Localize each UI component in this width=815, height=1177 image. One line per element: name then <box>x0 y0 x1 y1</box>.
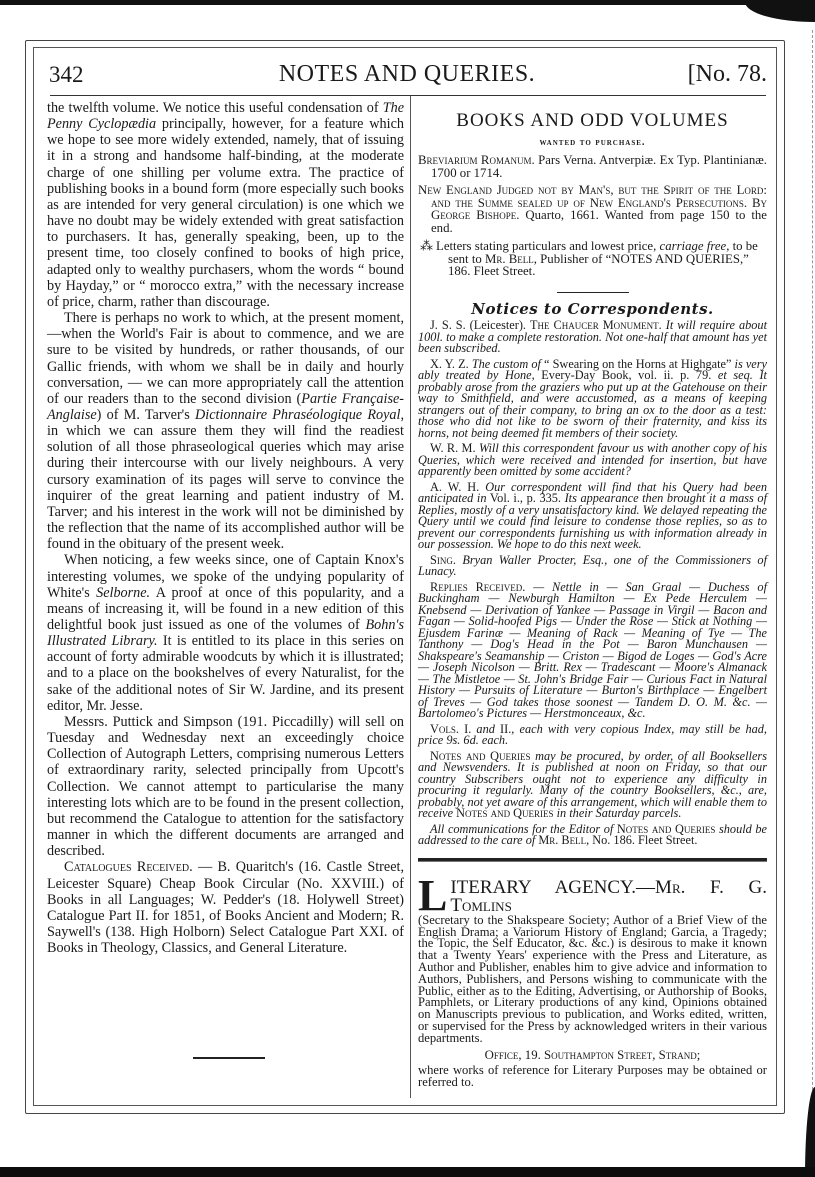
book-title: Partie Française-Anglaise <box>47 390 404 423</box>
journal-title: NOTES AND QUERIES. <box>278 61 536 87</box>
section-lead: Catalogues Received. <box>64 859 193 876</box>
agency-body: (Secretary to the Shakspeare Society; Author of a Brief View of the English Drama; a Variorum History of England; Garcia, a Tragedy; the Topic, the Self Educator, &c. &c.) is desirous to make it known that a Twenty Years' experience with the Press and Literature, as Author and Publisher, enables him to give advice and information to Authors, Publishers, and Persons wishing to communicate with the Public, either as to the Editing, Advertising, or Authorship of Books, Pamphlets, or Literary productions of any kind, Opinions obtained on Manuscripts previous to publication, and Works edited, written, or supervised for the Press by acknowledged writers in their various departments. <box>418 912 767 1045</box>
paragraph-penny-cyclopaedia: the twelfth volume. We notice this useful condensation of The Penny Cyclopædia principally, however, for a feature which we hope to see more widely extended, namely, that of issuing it in a strong and handsome half-binding, at the moderate charge of one shilling per volume extra. The practice of publishing books in a bound form (more especially such books as are intended for very general circulation) is one which we have no doubt may be widely extended with great satisfaction to purchasers. It has, generally speaking, been, up to the present time, too closely confined to books of high price, adapted only to wealthy purchasers, whom the words “ bound by Hayday,” or “ morocco extra,” with the necessary increase of price, charm, rather than discourage. <box>47 100 404 310</box>
book-title: Selborne. <box>96 584 151 601</box>
page-number: 342 <box>49 62 84 87</box>
drop-cap: L <box>418 870 448 920</box>
notice-entry: Sing. Bryan Waller Procter, Esq., one of the Commissioners of Lunacy. <box>418 552 767 579</box>
header-rule <box>50 95 766 96</box>
books-wanted-subtitle: wanted to purchase. <box>539 137 646 148</box>
wanted-item: New England Judged not by Man's, but the Spirit of the Lord: and the Summe sealed up of New England's Persecutions. By George Bishope. Quarto, 1661. Wanted from page 150 to the end. <box>418 183 767 235</box>
issue-number: [No. 78. <box>687 61 767 87</box>
asterism-icon: ⁂ <box>420 239 433 254</box>
literary-agency-advert <box>418 870 767 1090</box>
book-title: Dictionnaire Phraséologique Royal <box>195 406 401 423</box>
section-thick-rule <box>418 858 767 862</box>
agency-heading: LITERARY AGENCY.—Mr. F. G. Tomlins <box>418 870 767 920</box>
notice-entry: A. W. H. Our correspondent will find that his Query had been anticipated in Vol. i., p. 335. Its appearance then brought it a mass of Replies, mostly of a very unsatisfactory kind. We delayed repeating the Query until we could find leisure to condense those replies, so as to prevent our correspondents furnishing us with information already in our possession. We hope to do this next week. <box>418 479 768 552</box>
books-wanted-title: BOOKS AND ODD VOLUMES <box>456 110 729 131</box>
paragraph-catalogues-received: Catalogues Received. — B. Quaritch's (16. Castle Street, Leicester Square) Cheap Book Circular (No. XXVIII.) of Books in all Languages; W. Pedder's (18. Holywell Street) Catalogue Part II. for 1851, of Books Ancient and Modern; R. Saywell's (138. High Holborn) Select Catalogue Part XXI. of Books in Theology, Classics, and General Literature. <box>47 859 404 957</box>
notice-entry: W. R. M. Will this correspondent favour us with another copy of his Queries, which were received and intended for insertion, but have apparently been omitted by some accident? <box>418 441 767 479</box>
notice-replies-received: Replies Received. — Nettle in — San Graal — Duchess of Buckingham — Newburgh Hamilton — Ex Pede Herculem — Knebsend — Derivation of Yankee — Passage in Virgil — Bacon and Fagan — Solid-hoofed Pigs — Under the Rose — Stick at Nothing — Ejusdem Farinæ — Meaning of Rack — Meaning of Tye — The Tanthony — Dog's Head in the Pot — Baron Munchausen — Shakspeare's Seamanship — Criston — Bigod de Loges — God's Acre — Joseph Nicolson — Britt. Rex — Tradescant — Moore's Almanack — The Mistletoe — St. John's Bridge Fair — Curious Fact in Natural History — Pursuits of Literature — Burton's Birthplace — Engelbert of Treves — God takes those soonest — Tandem D. O. M. &c. — Bartolomeo's Pictures — Herstmonceaux, &c. <box>418 579 767 721</box>
column-divider <box>410 96 411 1098</box>
notice-entry: J. S. S. (Leicester). The Chaucer Monument. It will require about 100l. to make a complete restoration. Not one-half that amount has yet been subscribed. <box>418 318 767 356</box>
scan-page-curl-bottom <box>805 1087 815 1177</box>
notice-volumes: Vols. I. and II., each with very copious Index, may still be had, price 9s. 6d. each. <box>418 721 767 748</box>
right-column <box>418 100 767 1089</box>
wanted-item: Breviarium Romanum. Pars Verna. Antverpiæ. Ex Typ. Plantinianæ. 1700 or 1714. <box>418 153 767 180</box>
end-rule <box>193 1057 265 1059</box>
paragraph-tarver-dictionary: There is perhaps no work to which, at the present moment,—when the World's Fair is about to commence, and we are sure to be visited by hundreds, or rather thousands, of our Gallic friends, with whom we shall be in daily and hourly conversation, — we can more appropriately call the attention of our readers than to the second division (Partie Française-Anglaise) of M. Tarver's Dictionnaire Phraséologique Royal, in which we can assure them they will find the readiest solution of all those phraseological queries which may arise during their intercourse with our lively neighbours. A very cursory examination of its pages will serve to convince the inquirer of the great learning and patient industry of M. Tarver; and his interest in the work will not be diminished by the reflection that the name of its accomplished author will be found in the obituary of the present week. <box>47 310 404 553</box>
scan-bottom-edge <box>0 1167 815 1177</box>
notice-procurement: Notes and Queries may be procured, by order, of all Booksellers and Newsvenders. It is published at noon on Friday, so that our country Subscribers ought not to experience any difficulty in procuring it regularly. Many of the country Booksellers, &c., are, probably, not yet aware of this arrangement, which will enable them to receive Notes and Queries in their Saturday parcels. <box>418 748 767 821</box>
purchase-note: ⁂ Letters stating particulars and lowest price, carriage free, to be sent to Mr. Bell, Publisher of “NOTES AND QUERIES,” 186. Fleet Street. <box>420 239 758 279</box>
running-header <box>47 58 767 94</box>
scan-top-edge <box>0 0 815 5</box>
scan-right-edge <box>811 30 813 1130</box>
notices-title: Notices to Correspondents. <box>471 299 714 318</box>
paragraph-autograph-sale: Messrs. Puttick and Simpson (191. Piccadilly) will sell on Tuesday and Wednesday next an exceedingly choice Collection of Autograph Letters, comprising numerous Letters of extraordinary rarity, selected principally from Upcott's Collection. We cannot attempt to particularise the many interesting lots which are to be found in the present collection, but recommend the Catalogue to attention for the satisfactory manner in which the different documents are arranged and described. <box>47 713 404 860</box>
book-title: The Penny Cyclopædia <box>47 100 404 133</box>
agency-office-address: Office, 19. Southampton Street, Strand; <box>484 1047 701 1062</box>
scan-page-curl <box>745 0 815 22</box>
paragraph-selborne: When noticing, a few weeks since, one of Captain Knox's interesting volumes, we spoke of the undying popularity of White's Selborne. A proof at once of this popularity, and a means of increasing it, will be found in a new edition of this delightful book just issued as one of the volumes of Bohn's Illustrated Library. It is entitled to its place in this series on account of forty admirable woodcuts by which it is illustrated; and to a place on the bookshelves of every Naturalist, for the sake of the additional notes of Sir W. Jardine, and its present editor, Mr. Jesse. <box>47 552 404 714</box>
section-rule <box>557 292 629 293</box>
book-title: Bohn's Illustrated Library. <box>47 617 404 650</box>
notice-communications: All communications for the Editor of Notes and Queries should be addressed to the care of Mr. Bell, No. 186. Fleet Street. <box>418 821 767 848</box>
notice-entry: X. Y. Z. The custom of “ Swearing on the Horns at Highgate” is very ably treated by Hone, Every-Day Book, vol. ii. p. 79. et seq. It probably arose from the graziers who put up at the Gatehouse on their way to Smithfield, and were accustomed, as a means of keeping strangers out of their company, to bring an ox to the door as a test: those who did not like to be sworn of their fraternity, and kiss its horns, not being deemed fit members of their society. <box>418 356 768 440</box>
agency-closing: where works of reference for Literary Purposes may be obtained or referred to. <box>418 1063 767 1090</box>
left-column <box>47 100 404 956</box>
